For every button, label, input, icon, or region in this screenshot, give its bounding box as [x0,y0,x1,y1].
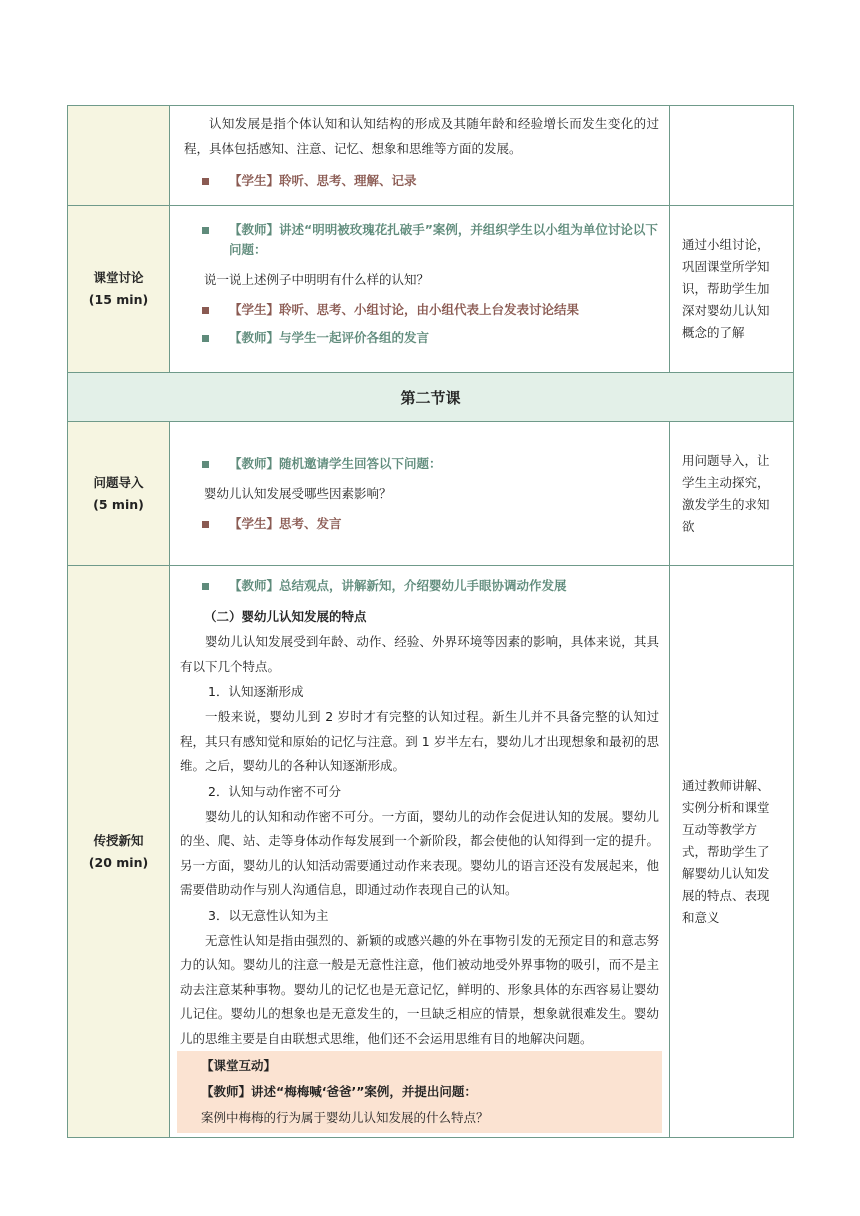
trait-1-text: 一般来说，婴幼儿到 2 岁时才有完整的认知过程。新生儿并不具备完整的认知过程，其只有感知觉和原始的记忆与注意。到 1 岁半左右，婴幼儿才出现想象和最初的思维。之后，婴幼儿的各种认知逐渐形成。 [180,709,659,773]
lesson-plan-table [67,105,794,1138]
student-activity: 【学生】聆听、思考、理解、记录 [180,171,659,191]
square-bullet-icon [202,521,209,528]
teacher-activity: 【教师】总结观点，讲解新知，介绍婴幼儿手眼协调动作发展 [180,576,659,596]
subsection-title: （二）婴幼儿认知发展的特点 [204,609,367,624]
row-discussion [68,206,794,373]
discussion-content [170,206,670,373]
section-title: 第二节课 [68,373,794,422]
teach-content [170,566,670,1138]
traits-intro: 婴幼儿认知发展受到年龄、动作、经验、外界环境等因素的影响，具体来说，其具有以下几个特点。 [180,634,659,674]
class-interaction-box [177,1051,662,1133]
row-teach [68,566,794,1138]
intro-question: 婴幼儿认知发展受哪些因素影响？ [204,486,392,501]
intro-content [170,422,670,566]
trait-2-title: 2．认知与动作密不可分 [208,783,341,799]
continuation-content [170,106,670,206]
teacher-activity: 【教师】与学生一起评价各组的发言 [180,328,659,348]
square-bullet-icon [202,583,209,590]
square-bullet-icon [202,178,209,185]
discussion-purpose: 通过小组讨论，巩固课堂所学知识，帮助学生加深对婴幼儿认知概念的了解 [670,206,794,373]
interaction-title: 【课堂互动】 [201,1058,277,1073]
row-continuation [68,106,794,206]
square-bullet-icon [202,335,209,342]
student-activity: 【学生】思考、发言 [180,514,659,534]
student-activity: 【学生】聆听、思考、小组讨论，由小组代表上台发表讨论结果 [180,300,659,320]
teacher-activity: 【教师】随机邀请学生回答以下问题： [180,454,659,474]
teach-label: 传授新知 (20 min) [68,566,170,1138]
teach-purpose: 通过教师讲解、实例分析和课堂互动等教学方式，帮助学生了解婴幼儿认知发展的特点、表现和意义 [670,566,794,1138]
row-intro [68,422,794,566]
interaction-teacher: 【教师】讲述“梅梅喊‘爸爸’”案例，并提出问题： [201,1084,477,1099]
cognition-definition: 认知发展是指个体认知和认知结构的形成及其随年龄和经验增长而发生变化的过程，具体包括感知、注意、记忆、想象和思维等方面的发展。 [184,116,659,156]
square-bullet-icon [202,307,209,314]
row-section-header [68,373,794,422]
square-bullet-icon [202,461,209,468]
discussion-question: 说一说上述例子中明明有什么样的认知？ [204,272,430,287]
side-empty [670,106,794,206]
intro-label: 问题导入 (5 min) [68,422,170,566]
trait-3-text: 无意性认知是指由强烈的、新颖的或感兴趣的外在事物引发的无预定目的和意志努力的认知。婴幼儿的注意一般是无意性注意，他们被动地受外界事物的吸引，而不是主动去注意某种事物。婴幼儿的记忆也是无意记忆，鲜明的、形象具体的东西容易让婴幼儿记住。婴幼儿的想象也是无意发生的，一旦缺乏相应的情景，想象就很难发生。婴幼儿的思维主要是自由联想式思维，他们还不会运用思维有目的地解决问题。 [180,932,659,1046]
discussion-label: 课堂讨论 (15 min) [68,206,170,373]
trait-1-title: 1．认知逐渐形成 [208,684,304,699]
teacher-activity: 【教师】讲述“明明被玫瑰花扎破手”案例，并组织学生以小组为单位讨论以下问题： [180,220,659,260]
interaction-question: 案例中梅梅的行为属于婴幼儿认知发展的什么特点？ [201,1110,489,1125]
intro-purpose: 用问题导入，让学生主动探究，激发学生的求知欲 [670,422,794,566]
trait-2-text: 婴幼儿的认知和动作密不可分。一方面，婴幼儿的动作会促进认知的发展。婴幼儿的坐、爬、站、走等身体动作每发展到一个新阶段，都会使他的认知得到一定的提升。另一方面，婴幼儿的认知活动需要通过动作来表现。婴幼儿的语言还没有发展起来，他需要借助动作与别人沟通信息，即通过动作表现自己的认知。 [180,808,659,897]
label-cell-empty [68,106,170,206]
trait-3-title: 3．以无意性认知为主 [208,907,329,923]
square-bullet-icon [202,227,209,234]
